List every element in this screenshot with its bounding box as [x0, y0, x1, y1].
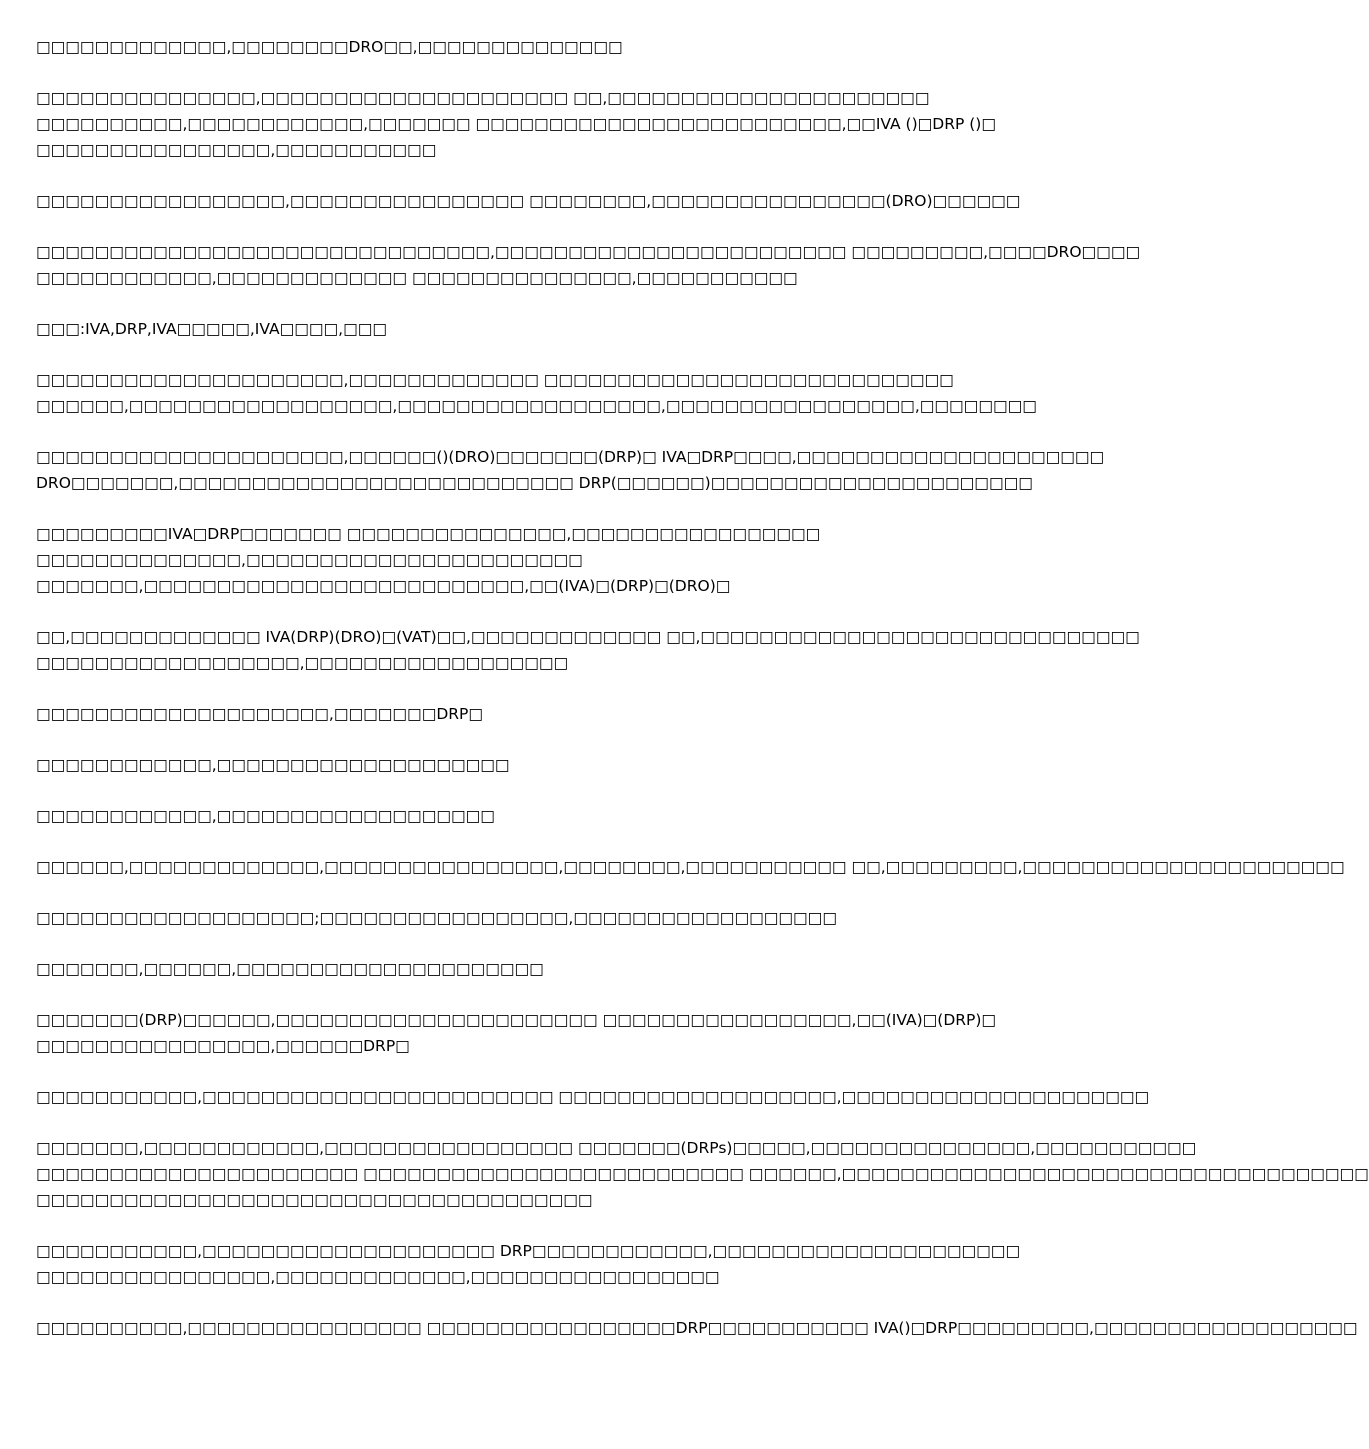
text-line: □□□□□□□□□□□□□□□□□□,□□□□□□□□□□□□□□□□□□	[36, 654, 569, 672]
text-line: DRO□□□□□□□,□□□□□□□□□□□□□□□□□□□□□□□□□□□ DRP(□□□□□□)□□□□□□□□□□□□□□□□□□□□□□	[36, 474, 1033, 492]
paragraph	[36, 1135, 1369, 1213]
text-line: □□□□□□□□□□□□□□□,□□□□□□□□□□□□□□□□□□□□□ □□,□□□□□□□□□□□□□□□□□□□□□□	[36, 89, 930, 107]
paragraph	[36, 521, 996, 599]
paragraph	[36, 34, 996, 60]
paragraph	[36, 1315, 1358, 1341]
text-line: □□□□□□,□□□□□□□□□□□□□□□□□□,□□□□□□□□□□□□□□□□□□,□□□□□□□□□□□□□□□□□,□□□□□□□□	[36, 397, 1037, 415]
text-line: □□□□□□,□□□□□□□□□□□□□,□□□□□□□□□□□□□□□□,□□□□□□□□,□□□□□□□□□□□ □□,□□□□□□□□□,□□□□□□□□□□□□□□□□□□□□□□	[36, 858, 1345, 876]
text-line: □□□□□□□□□□□□□□□□□,□□□□□□□□□□□□□□□□ □□□□□□□□,□□□□□□□□□□□□□□□□(DRO)□□□□□□	[36, 192, 1021, 210]
text-line: □□□□□□□□□□,□□□□□□□□□□□□□□□□ □□□□□□□□□□□□□□□□□DRP□□□□□□□□□□□ IVA()□DRP□□□□□□□□□,□□□□□□□□□□□□□□□□□□	[36, 1319, 1358, 1337]
paragraph	[36, 803, 996, 829]
text-line: □□□□□□□□□□□□□□□□□□□□□,□□□□□□□□□□□□□ □□□□□□□□□□□□□□□□□□□□□□□□□□□□	[36, 371, 954, 389]
text-line: □□□□□□□□□□□□□□□□,□□□□□□□□□□□	[36, 141, 437, 159]
text-line: □□□□□□□,□□□□□□□□□□□□,□□□□□□□□□□□□□□□□□ □□□□□□□(DRPs)□□□□□,□□□□□□□□□□□□□□□,□□□□□□□□□□□	[36, 1139, 1197, 1157]
paragraph	[36, 854, 1345, 880]
text-line: □□□□□□□□□□□□,□□□□□□□□□□□□□ □□□□□□□□□□□□□□□,□□□□□□□□□□□	[36, 269, 798, 287]
paragraph	[36, 188, 1021, 214]
paragraph	[36, 1238, 1021, 1290]
document-page	[36, 34, 1369, 1366]
text-line: □□□□□□□□□□□□□□□□□□□;□□□□□□□□□□□□□□□□□,□□□□□□□□□□□□□□□□□□	[36, 909, 837, 927]
paragraph	[36, 956, 996, 982]
text-line: □□□□□□□□□□□□□□□□□□□□□□ □□□□□□□□□□□□□□□□□□□□□□□□□□ □□□□□□,□□□□□□□□□□□□□□□□□□□□□□□□□□□□□□□□□□□□	[36, 1165, 1369, 1183]
text-line: □□□□□□□□□□□□□□□□□□□□□□□□□□□□□□□,□□□□□□□□□□□□□□□□□□□□□□□□ □□□□□□□□□,□□□□DRO□□□□	[36, 243, 1141, 261]
text-line: □□□□□□□□□□□□□□□□□□□□□,□□□□□□()(DRO)□□□□□□□(DRP)□ IVA□DRP□□□□,□□□□□□□□□□□□□□□□□□□□□	[36, 448, 1105, 466]
paragraph	[36, 239, 1141, 291]
paragraph	[36, 1007, 996, 1059]
paragraph	[36, 367, 1037, 419]
paragraph	[36, 905, 996, 931]
text-line: □□□□□□□□□□□,□□□□□□□□□□□□□□□□□□□□ DRP□□□□□□□□□□□□,□□□□□□□□□□□□□□□□□□□□□	[36, 1242, 1021, 1260]
text-line: □□□□□□□□□□□,□□□□□□□□□□□□□□□□□□□□□□□□ □□□□□□□□□□□□□□□□□□□,□□□□□□□□□□□□□□□□□□□□□	[36, 1088, 1150, 1106]
text-line: □□□□□□□,□□□□□□,□□□□□□□□□□□□□□□□□□□□□	[36, 960, 544, 978]
paragraph	[36, 85, 996, 163]
text-line: □□□□□□□□□□□□□□,□□□□□□□□□□□□□□□□□□□□□□□	[36, 551, 583, 569]
paragraph	[36, 1084, 1150, 1110]
text-line: □□□□□□□□□□□□,□□□□□□□□□□□□□□□□□□□□	[36, 756, 510, 774]
text-line: □□□□□□□,□□□□□□□□□□□□□□□□□□□□□□□□□□,□□(IVA)□(DRP)□(DRO)□	[36, 577, 731, 595]
text-line: □□□□□□□□□□□□□□□□□□□□□□□□□□□□□□□□□□□□□□	[36, 1191, 593, 1209]
paragraph	[36, 752, 996, 778]
text-line: □□□:IVA,DRP,IVA□□□□□,IVA□□□□,□□□	[36, 320, 388, 338]
text-line: □□□□□□□□□IVA□DRP□□□□□□□ □□□□□□□□□□□□□□□,□□□□□□□□□□□□□□□□□	[36, 525, 821, 543]
paragraph	[36, 624, 1140, 676]
text-line: □□□□□□□□□□□□,□□□□□□□□□□□□□□□□□□□	[36, 807, 495, 825]
text-line: □□□□□□□□□□,□□□□□□□□□□□□,□□□□□□□ □□□□□□□□□□□□□□□□□□□□□□□□□,□□IVA ()□DRP ()□	[36, 115, 996, 133]
text-line: □□,□□□□□□□□□□□□□ IVA(DRP)(DRO)□(VAT)□□,□□□□□□□□□□□□□ □□,□□□□□□□□□□□□□□□□□□□□□□□□□□□□□□	[36, 628, 1140, 646]
text-line: □□□□□□□□□□□□□,□□□□□□□□DRO□□,□□□□□□□□□□□□□□	[36, 38, 623, 56]
paragraph	[36, 701, 996, 727]
text-line: □□□□□□□□□□□□□□□□□□□□,□□□□□□□DRP□	[36, 705, 484, 723]
text-line: □□□□□□□(DRP)□□□□□□,□□□□□□□□□□□□□□□□□□□□□□ □□□□□□□□□□□□□□□□□,□□(IVA)□(DRP)□	[36, 1011, 997, 1029]
text-line: □□□□□□□□□□□□□□□□,□□□□□□□□□□□□□,□□□□□□□□□□□□□□□□□	[36, 1268, 720, 1286]
paragraph	[36, 444, 1105, 496]
paragraph	[36, 316, 996, 342]
text-line: □□□□□□□□□□□□□□□□,□□□□□□DRP□	[36, 1037, 410, 1055]
